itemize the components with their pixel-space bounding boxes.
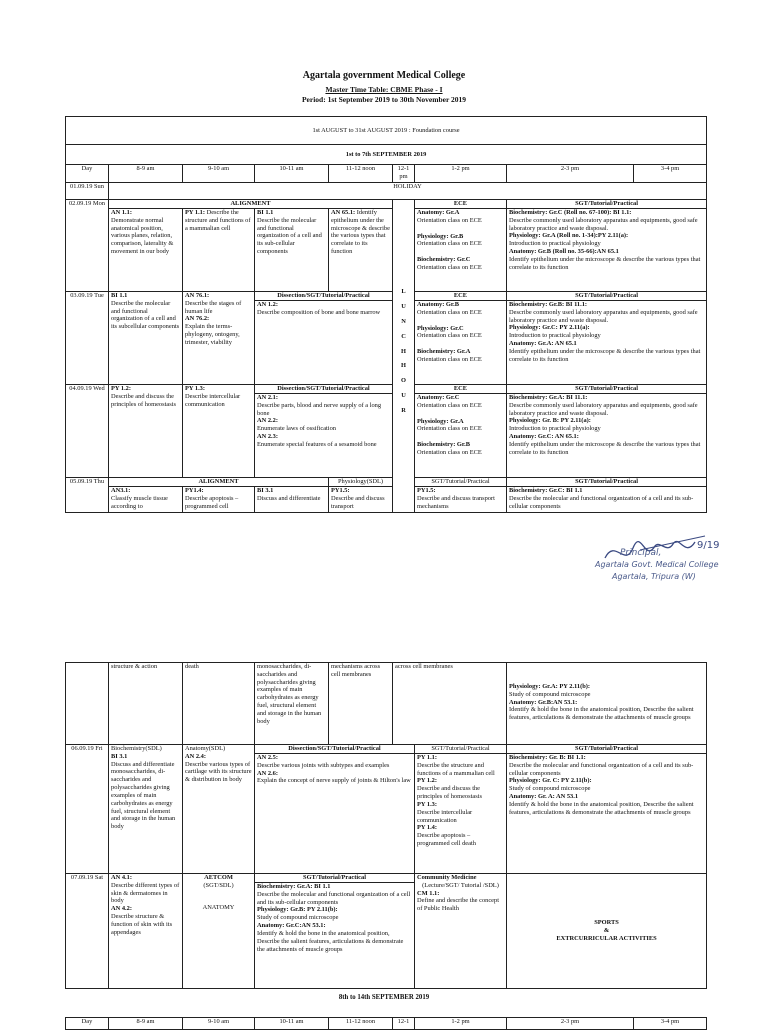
dissection-label: Dissection/SGT/Tutorial/Practical	[255, 385, 393, 394]
sgt-cell: Biochemistry: Gr.C: BI 1.1 Describe the molecular and functional organization of a cell and its sub-cellular components	[507, 487, 707, 513]
sgt-label: SGT/Tutorial/Practical	[415, 478, 507, 487]
lecture-cell: monosaccharides, di-saccharides and polysaccharides giving examples of main carbohydrates as energy fuel, structural element and storage in the human body	[255, 663, 329, 745]
lecture-cell: Anatomy(SDL) AN 2.4: Describe various types of cartilage with its structure & distribution in body	[183, 745, 255, 874]
alignment-label: ALIGNMENT	[109, 200, 393, 209]
row-wed	[66, 385, 707, 394]
sgt-label: SGT/Tutorial/Practical	[415, 745, 507, 754]
day-cell: 07.09.19 Sat	[66, 874, 109, 989]
signature-college: Agartala Govt. Medical College	[595, 560, 719, 569]
col-11-12: 11-12 noon	[329, 1018, 393, 1030]
lecture-cell: AN 1.1: Demonstrate normal anatomical position, various planes, relation, comparison, laterality & movement in our body	[109, 209, 183, 292]
alignment-label: ALIGNMENT	[109, 478, 329, 487]
week-banner: 1st to 7th SEPTEMBER 2019	[66, 145, 707, 165]
lecture-cell: BI 1.1 Describe the molecular and functional organization of a cell and its subcellular components	[109, 292, 183, 385]
row-sat	[66, 874, 707, 883]
lecture-cell: AN 4.1: Describe different types of skin & dermatomes in body AN 4.2: Describe structure & function of skin with its appendages	[109, 874, 183, 989]
signature-place: Agartala, Tripura (W)	[612, 572, 696, 581]
col-11-12: 11-12 noon	[329, 165, 393, 183]
col-8-9: 8-9 am	[109, 165, 183, 183]
col-2-3: 2-3 pm	[507, 165, 634, 183]
sports-cell: SPORTS & EXTRCURRICULAR ACTIVITIES	[507, 874, 707, 989]
col-1-2: 1-2 pm	[415, 1018, 507, 1030]
lecture-cell: death	[183, 663, 255, 745]
ece-label: ECE	[415, 292, 507, 301]
col-10-11: 10-11 am	[255, 165, 329, 183]
ece-cell: Anatomy: Gr.C Orientation class on ECE Physiology: Gr.A Orientation class on ECE Biochemistry: Gr.B Orientation class on ECE	[415, 394, 507, 478]
column-header-row	[66, 165, 707, 183]
lecture-cell: structure & action	[109, 663, 183, 745]
svg-text:9/19: 9/19	[697, 540, 720, 551]
sgt-cell: Biochemistry: Gr.A: BI 1.1 Describe the molecular and functional organization of a cell and its sub-cellular components Physiology: Gr.B: PY 2.11(b): Study of compound microscope Anatomy: Gr.C:AN 53.1: Identify & hold the bone in the anatomical position, Describe the salient features, articulations & demonstrate the attachments of muscle groups	[255, 883, 415, 989]
dissection-cell: AN 1.2: Describe composition of bone and bone marrow	[255, 301, 393, 385]
timetable-page-2	[65, 662, 707, 989]
period-line: Period: 1st September 2019 to 30th November 2019	[301, 95, 467, 104]
ece-cell: PY1.5: Describe and discuss transport mechanisms	[415, 487, 507, 513]
lecture-cell: PY 1.2: Describe and discuss the principles of homeostasis	[109, 385, 183, 478]
lecture-cell: mechanisms across cell membranes	[329, 663, 393, 745]
ece-cell: Anatomy: Gr.B Orientation class on ECE Physiology: Gr.C Orientation class on ECE Biochemistry: Gr.A Orientation class on ECE	[415, 301, 507, 385]
row-thu-continued	[66, 663, 707, 745]
day-cell: 02.09.19 Mon	[66, 200, 109, 292]
lecture-cell: BI 1.1 Describe the molecular and functional organization of a cell and its sub-cellular components	[255, 209, 329, 292]
row-thu	[66, 478, 707, 487]
row-fri	[66, 745, 707, 754]
timetable-page-1	[65, 116, 707, 513]
lecture-cell: PY1.4: Describe apoptosis – programmed cell	[183, 487, 255, 513]
sgt-label: SGT/Tutorial/Practical	[507, 292, 707, 301]
row-mon	[66, 200, 707, 209]
col-day: Day	[66, 1018, 109, 1030]
col-12-1: 12-1	[393, 1018, 415, 1030]
row-tue	[66, 292, 707, 301]
week2-banner: 8th to 14th SEPTEMBER 2019	[338, 994, 430, 1001]
day-cell: 03.09.19 Tue	[66, 292, 109, 385]
sgt-label: SGT/Tutorial/Practical	[507, 745, 707, 754]
ece-cell: across cell membranes	[393, 663, 507, 745]
sgt-label: SGT/Tutorial/Practical	[507, 478, 707, 487]
sgt-cell: Biochemistry: Gr.A: BI 11.1: Describe commonly used laboratory apparatus and equipments, good safe laboratory practice and waste disposal. Physiology: Gr. B: PY 2.11(a): Introduction to practical physiology Anatomy: Gr.C: AN 65.1: Identify epithelium under the microscope & describe the various types that correlate to its function	[507, 394, 707, 478]
lecture-cell: AN3.1: Classify muscle tissue according to	[109, 487, 183, 513]
col-12-1: 12-1 pm	[393, 165, 415, 183]
lecture-cell: PY1.5: Describe and discuss transport	[329, 487, 393, 513]
sgt-cell: Biochemistry: Gr.B: BI 11.1: Describe commonly used laboratory apparatus and equipments, good safe laboratory practice and waste disposal. Physiology: Gr.C: PY 2.11(a): Introduction to practical physiology Anatomy: Gr.A: AN 65.1 Identify epithelium under the microscope & describe the various types that correlate to its function	[507, 301, 707, 385]
lecture-cell: AN 65.1: Identify epithelium under the microscope & describe the various types that correlate to its function	[329, 209, 393, 292]
sdl-label: Physiology(SDL)	[329, 478, 393, 487]
lecture-cell: AN 76.1: Describe the stages of human life AN 76.2: Explain the terms- phylogeny, ontogeny, trimester, viability	[183, 292, 255, 385]
ece-cell: Anatomy: Gr.A Orientation class on ECE Physiology: Gr.B Orientation class on ECE Biochemistry: Gr.C Orientation class on ECE	[415, 209, 507, 292]
sgt-cell: Physiology: Gr.A: PY 2.11(b): Study of compound microscope Anatomy: Gr.B:AN 53.1: Identify & hold the bone in the anatomical position, Describe the salient features, articulations & demonstrate the attachments of muscle groups	[507, 663, 707, 745]
row-sun	[66, 183, 707, 200]
col-1-2: 1-2 pm	[415, 165, 507, 183]
col-9-10: 9-10 am	[183, 1018, 255, 1030]
ece-label: ECE	[415, 385, 507, 394]
col-10-11: 10-11 am	[255, 1018, 329, 1030]
aetcom-cell: AETCOM (SGT/SDL) ANATOMY	[183, 874, 255, 989]
day-cell: 01.09.19 Sun	[66, 183, 109, 200]
sgt-cell: Biochemistry: Gr.C (Roll no. 67-100): BI 1.1: Describe commonly used laboratory apparatus and equipments, good safe laboratory practice and waste disposal. Physiology: Gr.A (Roll no. 1-34):PY 2.11(a): Introduction to practical physiology Anatomy: Gr.B (Roll no. 35-66):AN 65.1 Identify epithelium under the microscope & describe the various types that correlate to its function	[507, 209, 707, 292]
day-cell: 05.09.19 Thu	[66, 478, 109, 513]
col-3-4: 3-4 pm	[634, 1018, 707, 1030]
lecture-cell: Biochemistry(SDL) BI 3.1 Discuss and differentiate monosaccharides, di-saccharides and polysaccharides giving examples of main carbohydrates as energy fuel, structural element and storage in the human body	[109, 745, 183, 874]
col-day: Day	[66, 165, 109, 183]
college-title: Agartala government Medical College	[302, 70, 466, 81]
lecture-cell: PY 1.1: Describe the structure and functions of a mammalian cell	[183, 209, 255, 292]
lecture-cell: BI 3.1 Discuss and differentiate	[255, 487, 329, 513]
sgt-label: SGT/Tutorial/Practical	[507, 200, 707, 209]
sgt-label: SGT/Tutorial/Practical	[255, 874, 415, 883]
dissection-label: Dissection/SGT/Tutorial/Practical	[255, 745, 415, 754]
col-2-3: 2-3 pm	[507, 1018, 634, 1030]
col-3-4: 3-4 pm	[634, 165, 707, 183]
dissection-cell: AN 2.1: Describe parts, blood and nerve supply of a long bone AN 2.2: Enumerate laws of ossification AN 2.3: Enumerate special features of a sesamoid bone	[255, 394, 393, 478]
foundation-banner: 1st AUGUST to 31st AUGUST 2019 : Foundation course	[66, 117, 707, 145]
lecture-cell: PY 1.3: Describe intercellular communication	[183, 385, 255, 478]
master-timetable-title: Master Time Table: CBME Phase - I	[325, 85, 443, 94]
day-cell: 04.09.19 Wed	[66, 385, 109, 478]
signature-title: Principal,	[620, 548, 662, 558]
dissection-cell: AN 2.5: Describe various joints with subtypes and examples AN 2.6: Explain the concept of nerve supply of joints & Hilton's law	[255, 754, 415, 874]
lunch-hour: L U N C H H O U R	[393, 200, 415, 513]
community-medicine-cell: Community Medicine (Lecture/SGT/ Tutorial /SDL) CM 1.1: Define and describe the concept of Public Health	[415, 874, 507, 989]
sgt-cell: Biochemistry: Gr. B: BI 1.1: Describe the molecular and functional organization of a cell and its sub-cellular components Physiology: Gr. C: PY 2.11(b): Study of compound microscope Anatomy: Gr. A: AN 53.1 Identify & hold the bone in the anatomical position, Describe the salient features, articulations & demonstrate the attachments of muscle groups	[507, 754, 707, 874]
sgt-label: SGT/Tutorial/Practical	[507, 385, 707, 394]
holiday-cell: HOLIDAY	[109, 183, 707, 200]
ece-cell: PY 1.1: Describe the structure and functions of a mammalian cell PY 1.2: Describe and discuss the principles of homeostasis PY 1.3: Describe intercellular communication PY 1.4: Describe apoptosis – programmed cell death	[415, 754, 507, 874]
col-8-9: 8-9 am	[109, 1018, 183, 1030]
dissection-label: Dissection/SGT/Tutorial/Practical	[255, 292, 393, 301]
ece-label: ECE	[415, 200, 507, 209]
day-cell: 06.09.19 Fri	[66, 745, 109, 874]
col-9-10: 9-10 am	[183, 165, 255, 183]
